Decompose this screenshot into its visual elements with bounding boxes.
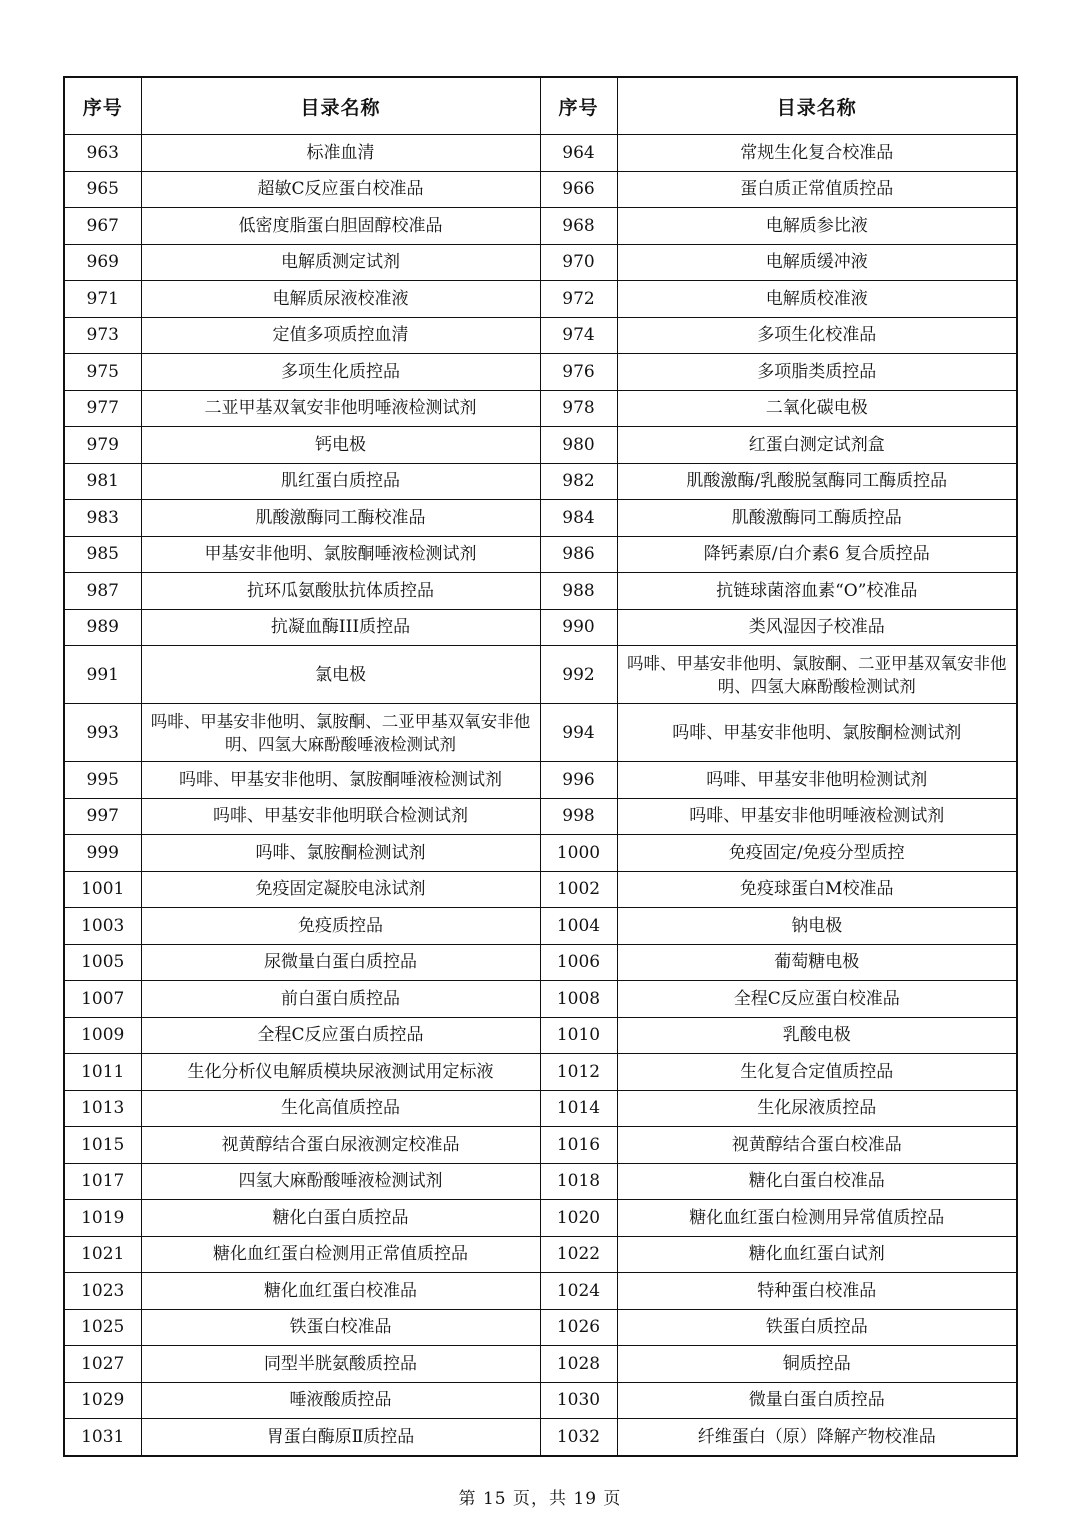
cell-serial-right: 992 [540,646,617,704]
table-row [64,1382,1017,1419]
cell-name-right: 二氧化碳电极 [617,390,1017,427]
cell-name-left: 四氢大麻酚酸唾液检测试剂 [141,1163,540,1200]
cell-serial-right: 1002 [540,871,617,908]
cell-serial-left: 987 [64,573,141,610]
cell-name-left: 二亚甲基双氧安非他明唾液检测试剂 [141,390,540,427]
cell-name-left: 免疫固定凝胶电泳试剂 [141,871,540,908]
table-row [64,981,1017,1018]
cell-name-right: 糖化白蛋白校准品 [617,1163,1017,1200]
cell-serial-right: 970 [540,244,617,281]
cell-name-right: 吗啡、甲基安非他明、氯胺酮检测试剂 [617,704,1017,762]
table-row [64,646,1017,704]
cell-name-left: 抗凝血酶III质控品 [141,609,540,646]
table-row [64,1309,1017,1346]
cell-name-left: 电解质尿液校准液 [141,281,540,318]
cell-name-right: 肌酸激酶/乳酸脱氢酶同工酶质控品 [617,463,1017,500]
cell-serial-right: 968 [540,208,617,245]
table-body [64,135,1017,1456]
cell-name-right: 电解质参比液 [617,208,1017,245]
cell-serial-left: 971 [64,281,141,318]
cell-name-right: 吗啡、甲基安非他明、氯胺酮、二亚甲基双氧安非他明、四氢大麻酚酸检测试剂 [617,646,1017,704]
table-row [64,536,1017,573]
cell-name-left: 吗啡、甲基安非他明、氯胺酮唾液检测试剂 [141,762,540,799]
table-row [64,1200,1017,1237]
table-row [64,500,1017,537]
cell-serial-right: 1016 [540,1127,617,1164]
cell-serial-left: 997 [64,798,141,835]
cell-name-right: 微量白蛋白质控品 [617,1382,1017,1419]
cell-serial-right: 988 [540,573,617,610]
cell-serial-left: 995 [64,762,141,799]
table-row [64,1017,1017,1054]
cell-name-left: 标准血清 [141,135,540,172]
table-row [64,1090,1017,1127]
page-number: 第 15 页，共 19 页 [458,1489,622,1509]
cell-serial-right: 1014 [540,1090,617,1127]
cell-serial-left: 969 [64,244,141,281]
cell-serial-left: 993 [64,704,141,762]
cell-name-right: 多项脂类质控品 [617,354,1017,391]
cell-name-left: 铁蛋白校准品 [141,1309,540,1346]
cell-name-right: 生化复合定值质控品 [617,1054,1017,1091]
table-row [64,1127,1017,1164]
cell-name-right: 铁蛋白质控品 [617,1309,1017,1346]
table-row [64,944,1017,981]
cell-serial-right: 972 [540,281,617,318]
cell-serial-left: 1007 [64,981,141,1018]
table-row [64,171,1017,208]
cell-serial-right: 966 [540,171,617,208]
cell-name-right: 常规生化复合校准品 [617,135,1017,172]
cell-name-left: 生化分析仪电解质模块尿液测试用定标液 [141,1054,540,1091]
table-row [64,317,1017,354]
cell-name-right: 电解质校准液 [617,281,1017,318]
cell-serial-left: 973 [64,317,141,354]
cell-name-left: 超敏C反应蛋白校准品 [141,171,540,208]
cell-name-right: 吗啡、甲基安非他明唾液检测试剂 [617,798,1017,835]
cell-serial-left: 1003 [64,908,141,945]
cell-serial-left: 985 [64,536,141,573]
cell-serial-right: 964 [540,135,617,172]
cell-name-left: 前白蛋白质控品 [141,981,540,1018]
cell-serial-left: 1005 [64,944,141,981]
table-row [64,835,1017,872]
cell-name-left: 免疫质控品 [141,908,540,945]
table-row [64,908,1017,945]
cell-name-left: 抗环瓜氨酸肽抗体质控品 [141,573,540,610]
cell-serial-left: 1027 [64,1346,141,1383]
table-row [64,135,1017,172]
cell-serial-left: 1015 [64,1127,141,1164]
cell-serial-left: 1031 [64,1419,141,1456]
cell-serial-right: 1032 [540,1419,617,1456]
table-row [64,704,1017,762]
cell-name-right: 纤维蛋白（原）降解产物校准品 [617,1419,1017,1456]
cell-name-right: 多项生化校准品 [617,317,1017,354]
cell-name-left: 糖化血红蛋白校准品 [141,1273,540,1310]
cell-serial-right: 1022 [540,1236,617,1273]
cell-serial-right: 1008 [540,981,617,1018]
cell-serial-right: 984 [540,500,617,537]
cell-name-left: 同型半胱氨酸质控品 [141,1346,540,1383]
cell-name-right: 铜质控品 [617,1346,1017,1383]
header-serial-left: 序号 [64,77,141,135]
cell-name-left: 视黄醇结合蛋白尿液测定校准品 [141,1127,540,1164]
cell-name-right: 生化尿液质控品 [617,1090,1017,1127]
table-row [64,390,1017,427]
cell-name-right: 免疫球蛋白M校准品 [617,871,1017,908]
cell-serial-left: 1023 [64,1273,141,1310]
cell-serial-right: 1004 [540,908,617,945]
table-row [64,1346,1017,1383]
cell-name-right: 降钙素原/白介素6 复合质控品 [617,536,1017,573]
cell-serial-left: 963 [64,135,141,172]
cell-serial-left: 1025 [64,1309,141,1346]
table-header [64,77,1017,135]
cell-name-left: 尿微量白蛋白质控品 [141,944,540,981]
cell-serial-left: 1021 [64,1236,141,1273]
cell-name-right: 葡萄糖电极 [617,944,1017,981]
table-row [64,354,1017,391]
table-row [64,427,1017,464]
header-name-left: 目录名称 [141,77,540,135]
cell-serial-left: 983 [64,500,141,537]
header-serial-right: 序号 [540,77,617,135]
cell-name-right: 全程C反应蛋白校准品 [617,981,1017,1018]
cell-serial-right: 994 [540,704,617,762]
cell-name-left: 胃蛋白酶原Ⅱ质控品 [141,1419,540,1456]
cell-name-right: 抗链球菌溶血素“O”校准品 [617,573,1017,610]
cell-name-left: 电解质测定试剂 [141,244,540,281]
cell-name-right: 红蛋白测定试剂盒 [617,427,1017,464]
cell-name-left: 唾液酸质控品 [141,1382,540,1419]
cell-serial-right: 998 [540,798,617,835]
cell-name-right: 蛋白质正常值质控品 [617,171,1017,208]
table-row [64,798,1017,835]
cell-serial-right: 1006 [540,944,617,981]
table-row [64,871,1017,908]
cell-serial-right: 978 [540,390,617,427]
cell-serial-left: 967 [64,208,141,245]
cell-name-right: 糖化血红蛋白试剂 [617,1236,1017,1273]
table-row [64,1273,1017,1310]
cell-serial-right: 982 [540,463,617,500]
table-row [64,609,1017,646]
cell-name-left: 肌酸激酶同工酶校准品 [141,500,540,537]
cell-serial-left: 1009 [64,1017,141,1054]
cell-name-left: 甲基安非他明、氯胺酮唾液检测试剂 [141,536,540,573]
cell-name-left: 氯电极 [141,646,540,704]
cell-serial-right: 1026 [540,1309,617,1346]
cell-serial-right: 1000 [540,835,617,872]
cell-name-right: 特种蛋白校准品 [617,1273,1017,1310]
cell-name-left: 肌红蛋白质控品 [141,463,540,500]
cell-name-left: 多项生化质控品 [141,354,540,391]
cell-name-right: 糖化血红蛋白检测用异常值质控品 [617,1200,1017,1237]
cell-serial-left: 977 [64,390,141,427]
cell-serial-left: 1029 [64,1382,141,1419]
cell-serial-left: 999 [64,835,141,872]
cell-serial-right: 1030 [540,1382,617,1419]
cell-serial-right: 976 [540,354,617,391]
cell-serial-left: 965 [64,171,141,208]
cell-name-right: 免疫固定/免疫分型质控 [617,835,1017,872]
cell-name-left: 糖化白蛋白质控品 [141,1200,540,1237]
cell-name-right: 类风湿因子校准品 [617,609,1017,646]
cell-serial-left: 981 [64,463,141,500]
cell-name-right: 肌酸激酶同工酶质控品 [617,500,1017,537]
cell-serial-right: 996 [540,762,617,799]
cell-serial-right: 980 [540,427,617,464]
cell-name-left: 吗啡、甲基安非他明联合检测试剂 [141,798,540,835]
cell-name-left: 定值多项质控血清 [141,317,540,354]
cell-name-left: 吗啡、氯胺酮检测试剂 [141,835,540,872]
cell-serial-right: 974 [540,317,617,354]
cell-serial-right: 1024 [540,1273,617,1310]
cell-serial-right: 1010 [540,1017,617,1054]
cell-serial-right: 990 [540,609,617,646]
cell-serial-left: 1017 [64,1163,141,1200]
cell-serial-right: 986 [540,536,617,573]
cell-name-left: 糖化血红蛋白检测用正常值质控品 [141,1236,540,1273]
table-row [64,1054,1017,1091]
header-name-right: 目录名称 [617,77,1017,135]
cell-serial-left: 991 [64,646,141,704]
cell-name-right: 乳酸电极 [617,1017,1017,1054]
cell-serial-left: 975 [64,354,141,391]
table-row [64,762,1017,799]
cell-name-left: 吗啡、甲基安非他明、氯胺酮、二亚甲基双氧安非他明、四氢大麻酚酸唾液检测试剂 [141,704,540,762]
cell-name-left: 全程C反应蛋白质控品 [141,1017,540,1054]
cell-name-right: 视黄醇结合蛋白校准品 [617,1127,1017,1164]
cell-name-left: 生化高值质控品 [141,1090,540,1127]
cell-name-left: 低密度脂蛋白胆固醇校准品 [141,208,540,245]
catalog-table [63,76,1018,1457]
cell-serial-left: 989 [64,609,141,646]
cell-name-right: 电解质缓冲液 [617,244,1017,281]
table-row [64,1163,1017,1200]
cell-serial-left: 979 [64,427,141,464]
table-row [64,1236,1017,1273]
table-row [64,463,1017,500]
cell-serial-left: 1001 [64,871,141,908]
cell-serial-right: 1020 [540,1200,617,1237]
table-row [64,281,1017,318]
table-row [64,208,1017,245]
cell-name-left: 钙电极 [141,427,540,464]
cell-name-right: 吗啡、甲基安非他明检测试剂 [617,762,1017,799]
cell-serial-right: 1012 [540,1054,617,1091]
cell-serial-left: 1011 [64,1054,141,1091]
cell-serial-left: 1013 [64,1090,141,1127]
header-row [64,77,1017,135]
table-row [64,573,1017,610]
table-row [64,1419,1017,1456]
table-row [64,244,1017,281]
cell-serial-right: 1018 [540,1163,617,1200]
cell-name-right: 钠电极 [617,908,1017,945]
cell-serial-left: 1019 [64,1200,141,1237]
cell-serial-right: 1028 [540,1346,617,1383]
